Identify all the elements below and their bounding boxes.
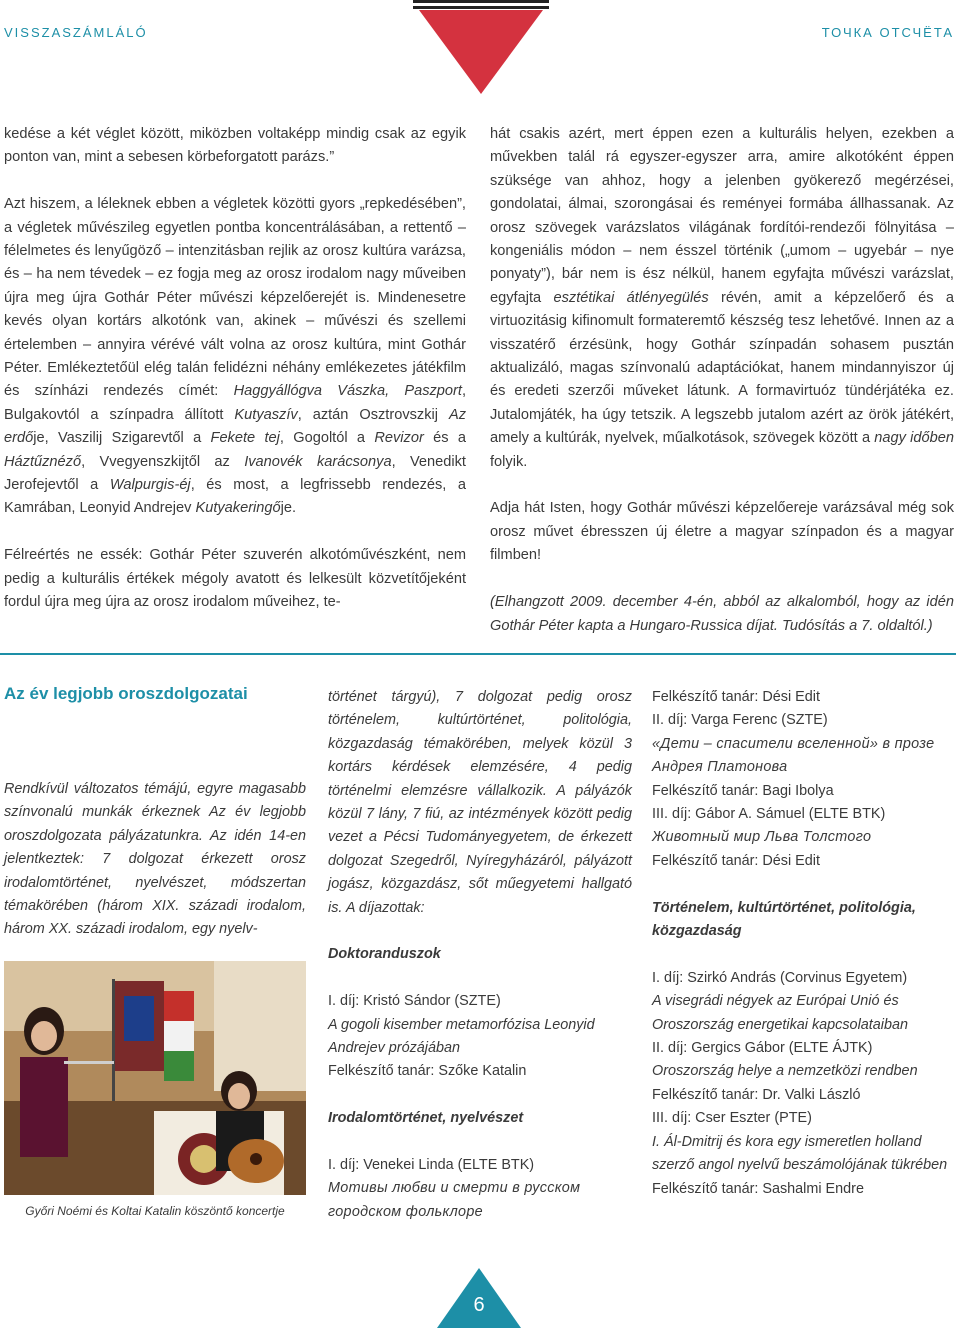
- section-label-hungarian: VISSZASZÁMLÁLÓ: [4, 25, 148, 40]
- teacher-entry: Felkészítő tanár: Bagi Ibolya: [652, 782, 834, 799]
- category-heading: Doktoranduszok: [328, 946, 441, 963]
- prize-entry: II. díj: Varga Ferenc (SZTE): [652, 712, 828, 729]
- teacher-entry: Felkészítő tanár: Szőke Katalin: [328, 1063, 527, 1080]
- teacher-entry: Felkészítő tanár: Sashalmi Endre: [652, 1180, 864, 1197]
- article-paragraph: kedése a két véglet között, miközben voltaképp mindig csak az egyik ponton van, mint a sebesen körbeforgatott parázs.”: [4, 126, 466, 166]
- contest-intro-part-1: [4, 778, 306, 942]
- teacher-entry: Felkészítő tanár: Dési Edit: [652, 852, 820, 869]
- teacher-entry: Felkészítő tanár: Dési Edit: [652, 689, 820, 705]
- photo-caption: Győri Noémi és Koltai Katalin köszöntő koncertje: [25, 1204, 285, 1218]
- page-number: 6: [473, 1294, 485, 1316]
- article-column-right: [490, 123, 954, 638]
- work-title: Животный мир Льва Толстого: [652, 829, 872, 846]
- work-title: Мотивы любви и смерти в русском городском фольклоре: [328, 1180, 581, 1220]
- concert-photo: [4, 961, 306, 1195]
- article-paragraph: hát csakis azért, mert éppen ezen a kulturális helyen, ezekben a művekben talál rá egyszer-egyszer arra, amire alkotóként éppen szüksége van ahhoz, hogy a jelenben gyökerező megérzései, gondolatai, álmai, szorongásai és reményei formába állhassanak. Az orosz szövegek varázslatos világának fordítói-rendezői fölnyitása – kongeniális módon – nem ésszel történik („umom – ugyebár – nye ponyaty”), bár nem is ész nélkül, hanem egyfajta művészi varázslat, egyfajta esztétikai átlényegülés révén, amit a képzelőerő és a virtuozitásig kifinomult formateremtő készség tesz lehetővé. Innen az a visszatérő érzésünk, hogy Gothár színpadán sohasem pusztán aktualizáló, magas színvonalú adaptációkat, hanem mindannyiszor új és eredeti szerzői műveket látunk. A formavirtuóz tündérjátéka ez. Jutalomjáték, ha úgy tetszik. A legszebb jutalom azért az örök játékért, amely a kultúrák, nyelvek, műalkotások, szövegek között a nagy időben folyik.: [490, 126, 955, 470]
- work-title: Oroszország helye a nemzetközi rendben: [652, 1063, 918, 1080]
- category-heading: Történelem, kultúrtörténet, politológia, közgazdaság: [652, 899, 916, 940]
- article-paragraph: Félreértés ne essék: Gothár Péter szuverén alkotóművészként, nem pedig a kulturális értékek mégoly avatott és lelkesült közvetítőjeként fordul újra meg újra az orosz irodalom műveihez, te-: [4, 547, 466, 611]
- section-divider: [0, 653, 956, 655]
- contest-title: Az év legjobb oroszdolgozatai: [4, 684, 248, 703]
- contest-column-middle: [328, 686, 632, 1224]
- prize-entry: I. díj: Venekei Linda (ELTE BTK): [328, 1157, 535, 1174]
- work-title: «Дети – спасители вселенной» в прозе Андрея Платонова: [652, 735, 935, 776]
- article-column-left: [4, 123, 466, 615]
- prize-entry: II. díj: Gergics Gábor (ELTE ÁJTK): [652, 1040, 873, 1057]
- header-emblem-icon: [413, 0, 549, 96]
- contest-column-right: [652, 686, 956, 1201]
- article-paragraph: Adja hát Isten, hogy Gothár művészi képzelőereje varázsával még sok orosz művet ébresszen új életre a magyar színpadon és a magyar filmben!: [490, 500, 954, 564]
- contest-intro-text: történet tárgyú), 7 dolgozat pedig orosz történelem, kultúrtörténet, politológia, közgazdaság témakörében, melyek közül 3 kortárs kérdések elemzésére, 4 pedig történelmi elemzésre vállalkozik. A pályázók közül 7 lány, 7 fiú, az intézmények között pedig vezet a Pécsi Tudományegyetem, de érkezett dolgozat Szegedről, Nyíregyházáról, pályázott jogász, közgazdász, sőt műegyetemi hallgató is. A díjazottak:: [328, 689, 632, 916]
- work-title: I. Ál-Dmitrij és kora egy ismeretlen holland szerző angol nyelvű beszámolójának tükrében: [652, 1133, 948, 1174]
- work-title: A visegrádi négyek az Európai Unió és Oroszország energetikai kapcsolataiban: [652, 993, 908, 1033]
- prize-entry: I. díj: Kristó Sándor (SZTE): [328, 993, 501, 1010]
- article-paragraph: Azt hiszem, a léleknek ebben a végletek közötti gyors „repkedésében”, a végletek művészileg egyetlen pontba koncentrálásában, a rettentő – félelmetes és lenyűgöző – intenzitásban rejlik az orosz kultúra varázsa, és – ha nem tévedek – ez fogja meg az orosz irodalom nagy műveiben újra meg újra Gothár Péter művészi képzelőerejét is. Mindenesetre kevés olyan kortárs alkotónk van, akinek – művészi és szellemi értelemben – annyira vérévé vált volna az orosz kultúra, mint Gothár Péter. Emlékeztetőül elég talán felidézni néhány emlékezetes játékfilm és színházi rendezés címét: Haggyállógva Vászka, Paszport, Bulgakovtól a színpadra állított Kutyaszív, aztán Osztrovszkij Az erdője, Vaszilij Szigarevtől a Fekete tej, Gogoltól a Revizor és a Háztűznéző, Vvegyenszkijtől az Ivanovék karácsonya, Venedikt Jerofejevtől a Walpurgis-éj, és most, a legfrissebb rendezés, a Kamrában, Leonyid Andrejev Kutyakeringője.: [4, 196, 467, 517]
- article-note: (Elhangzott 2009. december 4-én, abból az alkalomból, hogy az idén Gothár Péter kapta a Hungaro-Russica díjat. Tudósítás a 7. oldaltól.): [490, 594, 954, 634]
- contest-intro-text: Rendkívül változatos témájú, egyre magasabb színvonalú munkák érkeznek Az év legjobb oroszdolgozata pályázatunkra. Az idén 14-en jelentkeztek: 7 dolgozat érkezett orosz irodalomtörténet, nyelvészet, módszertan témakörében (három XIX. századi irodalom, három XX. századi irodalom, egy nyelv-: [4, 781, 306, 938]
- prize-entry: III. díj: Gábor A. Sámuel (ELTE BTK): [652, 806, 886, 823]
- section-label-russian: ТОЧКА ОТСЧЁТА: [821, 25, 954, 40]
- work-title: A gogoli kisember metamorfózisa Leonyid Andrejev prózájában: [328, 1016, 595, 1057]
- teacher-entry: Felkészítő tanár: Dr. Valki László: [652, 1086, 861, 1103]
- category-heading: Irodalomtörténet, nyelvészet: [328, 1110, 524, 1127]
- prize-entry: I. díj: Szirkó András (Corvinus Egyetem): [652, 969, 908, 986]
- prize-entry: III. díj: Cser Eszter (PTE): [652, 1110, 812, 1127]
